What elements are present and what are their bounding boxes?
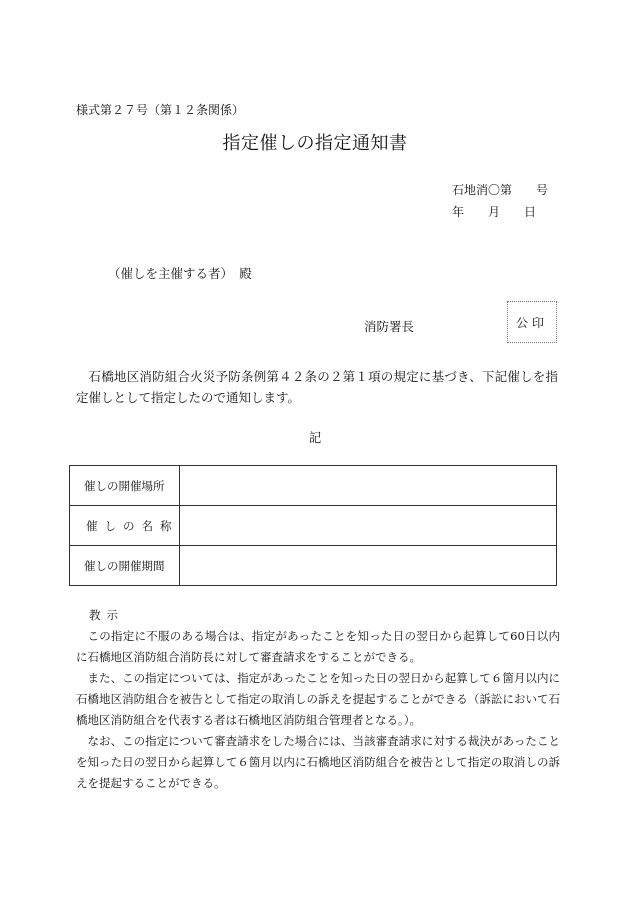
table-row bbox=[70, 506, 557, 546]
reference-date: 年 月 日 bbox=[452, 205, 537, 219]
document-title: 指定催しの指定通知書 bbox=[222, 133, 408, 154]
notice-heading: 教示 bbox=[89, 608, 124, 622]
reference-number: 石地消〇第 号 bbox=[452, 183, 549, 197]
addressee: （催しを主催する者） 殿 bbox=[108, 266, 252, 281]
table-row bbox=[70, 546, 557, 586]
table-row bbox=[70, 466, 557, 506]
notice-paragraph: この指定に不服のある場合は、指定があったことを知った日の翌日から起算して60日以内に石橋地区消防組合消防長に対して審査請求をすることができる。 bbox=[76, 629, 560, 664]
body-text: 石橋地区消防組合火災予防条例第４２条の２第１項の規定に基づき、下記催しを指定催しとして指定したので通知します。 bbox=[76, 369, 558, 405]
official-seal-box bbox=[507, 301, 557, 343]
row-label: 催しの名称 bbox=[70, 506, 180, 546]
row-value bbox=[180, 466, 557, 506]
form-number: 様式第２７号（第１２条関係） bbox=[76, 103, 245, 117]
ki-heading: 記 bbox=[308, 430, 322, 445]
seal-label: 公印 bbox=[515, 315, 548, 330]
row-label: 催しの開催場所 bbox=[70, 466, 180, 506]
row-label: 催しの開催期間 bbox=[70, 546, 180, 586]
row-value bbox=[180, 506, 557, 546]
notice-paragraph: なお、この指定について審査請求をした場合には、当該審査請求に対する裁決があったことを知った日の翌日から起算して６箇月以内に石橋地区消防組合を被告として指定の取消しの訴えを提起することができる。 bbox=[76, 734, 560, 790]
row-value bbox=[180, 546, 557, 586]
notice-paragraph: また、この指定については、指定があったことを知った日の翌日から起算して６箇月以内に石橋地区消防組合を被告として指定の取消しの訴えを提起することができる（訴訟において石橋地区消防組合を代表する者は石橋地区消防組合管理者となる。）。 bbox=[76, 671, 560, 727]
event-details-table bbox=[69, 465, 557, 586]
notice-section bbox=[76, 605, 560, 794]
sender: 消防署長 bbox=[364, 319, 415, 334]
